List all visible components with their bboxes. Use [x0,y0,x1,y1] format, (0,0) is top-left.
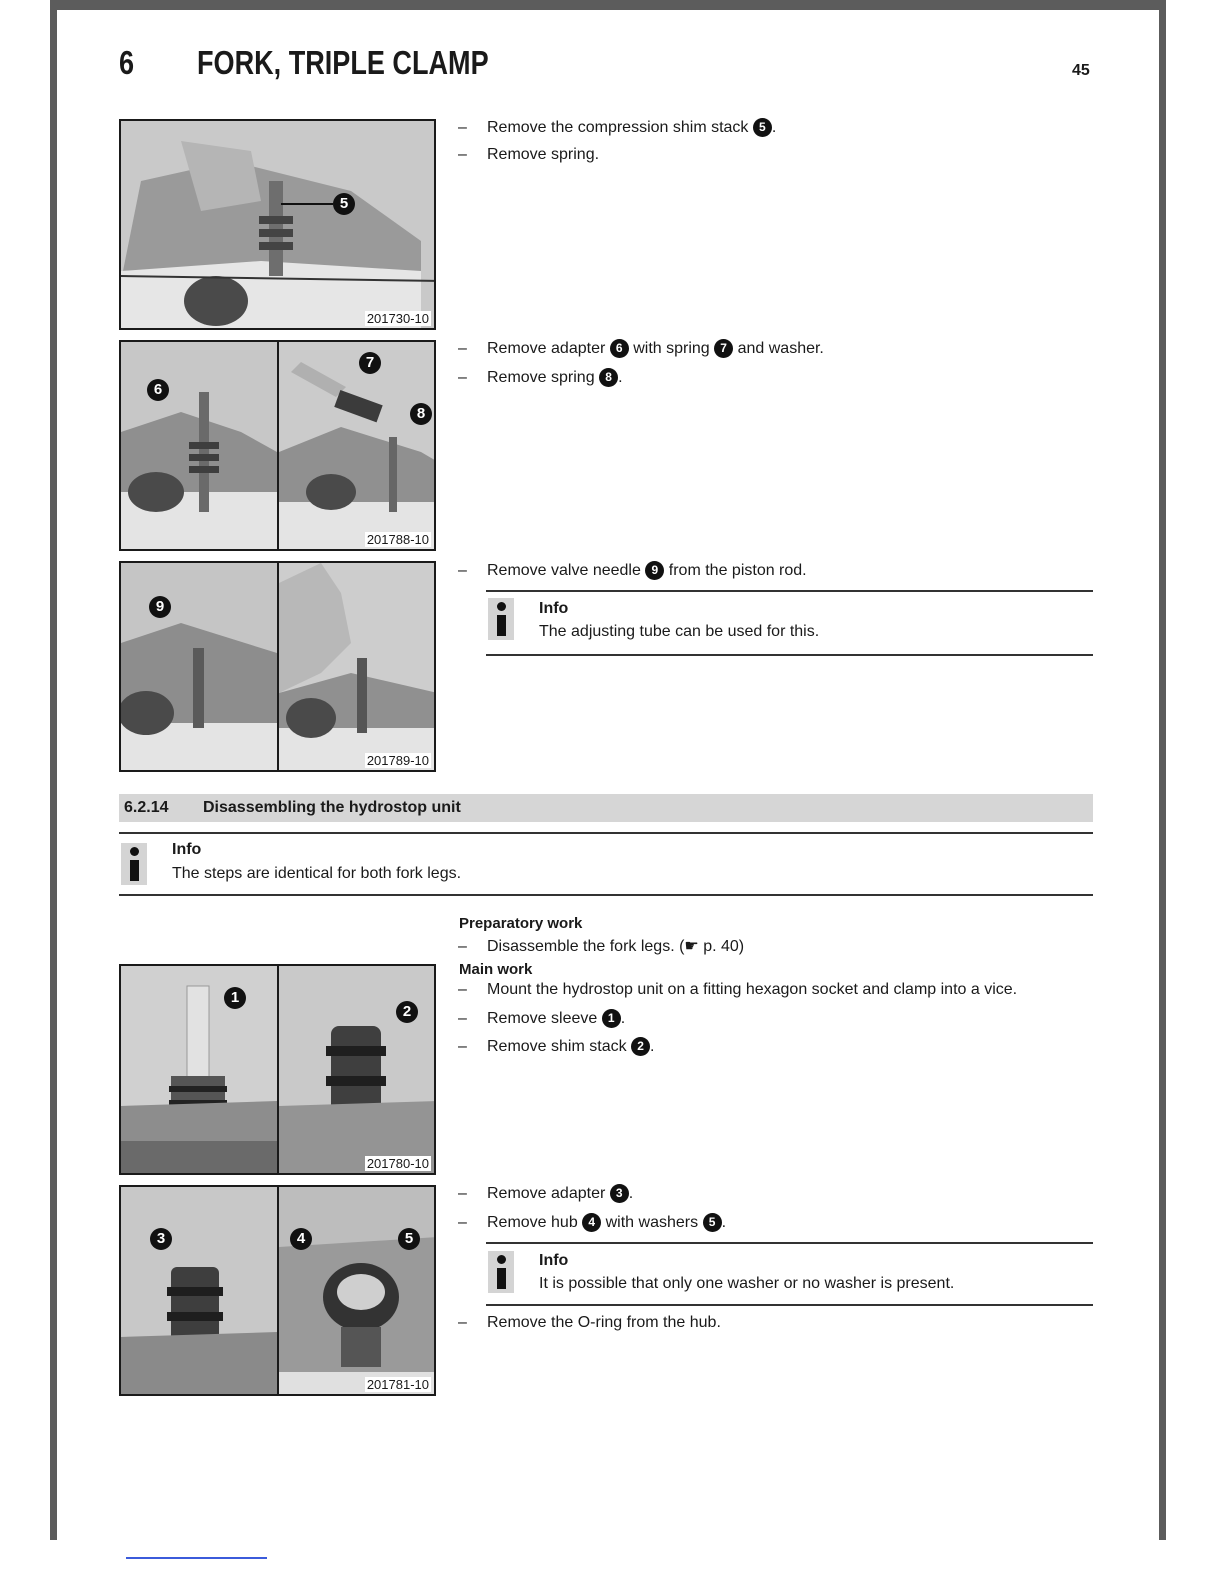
figure-divider [277,1187,279,1394]
figure-valve-needle [119,561,436,772]
callout-7: 7 [359,352,381,374]
ref-number: 6 [610,339,629,358]
step-remove-spring: – Remove spring. [458,146,600,163]
section-number: 6.2.14 [124,799,169,816]
info-icon [121,843,147,885]
info-rule-bottom [486,1304,1093,1306]
ref-number: 5 [753,118,772,137]
ref-number: 9 [645,561,664,580]
callout-leader [281,203,333,205]
info-icon [488,598,514,640]
figure-divider [277,342,279,549]
figure-code: 201730-10 [366,311,429,326]
figure-divider [277,966,279,1173]
info-icon [488,1251,514,1293]
preparatory-work-heading: Preparatory work [459,915,583,932]
page-frame-right [1159,0,1166,1540]
info-text: The steps are identical for both fork legs. [172,865,462,882]
info-text: The adjusting tube can be used for this. [539,623,820,640]
step-remove-valve-needle: – Remove valve needle 9 from the piston rod. [458,562,807,579]
step-remove-sleeve: – Remove sleeve 1 . [458,1010,626,1027]
callout-6: 6 [147,379,169,401]
figure-hydrostop-hub [119,1185,436,1396]
info-heading: Info [539,1252,569,1269]
bottom-link-underline[interactable] [126,1557,267,1559]
step-disassemble-fork-legs: – Disassemble the fork legs. (☛ p. 40) [458,938,745,955]
callout-5: 5 [333,193,355,215]
ref-number: 1 [602,1009,621,1028]
ref-number: 2 [631,1037,650,1056]
info-rule-top [486,1242,1093,1244]
step-remove-shim-stack: – Remove the compression shim stack 5 . [458,119,777,136]
callout-9: 9 [149,596,171,618]
step-remove-adapter-3: – Remove adapter 3 . [458,1185,634,1202]
step-remove-adapter: – Remove adapter 6 with spring 7 and washer. [458,340,824,357]
chapter-title: FORK, TRIPLE CLAMP [197,44,489,81]
section-info-rule [119,894,1093,896]
main-work-heading: Main work [459,961,533,978]
info-rule-top [486,590,1093,592]
info-text: It is possible that only one washer or no washer is present. [539,1275,955,1292]
info-rule-bottom [486,654,1093,656]
figure-adapter-spring [119,340,436,551]
figure-hydrostop-sleeve [119,964,436,1175]
figure-code: 201788-10 [366,532,429,547]
ref-number: 3 [610,1184,629,1203]
info-heading: Info [539,600,569,617]
callout-1: 1 [224,987,246,1009]
step-mount-hydrostop: – Mount the hydrostop unit on a fitting hexagon socket and clamp into a vice. [458,981,1018,998]
ref-number: 5 [703,1213,722,1232]
section-title: Disassembling the hydrostop unit [203,799,461,816]
figure-photo [121,121,436,330]
figure-compression-shim-stack [119,119,436,330]
section-rule [119,832,1093,834]
ref-number: 7 [714,339,733,358]
ref-number: 4 [582,1213,601,1232]
callout-5: 5 [398,1228,420,1250]
step-remove-o-ring: – Remove the O-ring from the hub. [458,1314,721,1331]
figure-code: 201781-10 [366,1377,429,1392]
callout-2: 2 [396,1001,418,1023]
chapter-number: 6 [119,44,135,81]
figure-code: 201789-10 [366,753,429,768]
step-remove-shim-stack-2: – Remove shim stack 2 . [458,1038,655,1055]
figure-code: 201780-10 [366,1156,429,1171]
figure-divider [277,563,279,770]
page-frame-top [50,0,1166,10]
info-heading: Info [172,841,202,858]
callout-3: 3 [150,1228,172,1250]
callout-8: 8 [410,403,432,425]
page-number: 45 [1072,62,1090,79]
callout-4: 4 [290,1228,312,1250]
ref-number: 8 [599,368,618,387]
page-frame-left [50,0,57,1540]
step-remove-spring-8: – Remove spring 8 . [458,369,623,386]
step-remove-hub: – Remove hub 4 with washers 5 . [458,1214,727,1231]
